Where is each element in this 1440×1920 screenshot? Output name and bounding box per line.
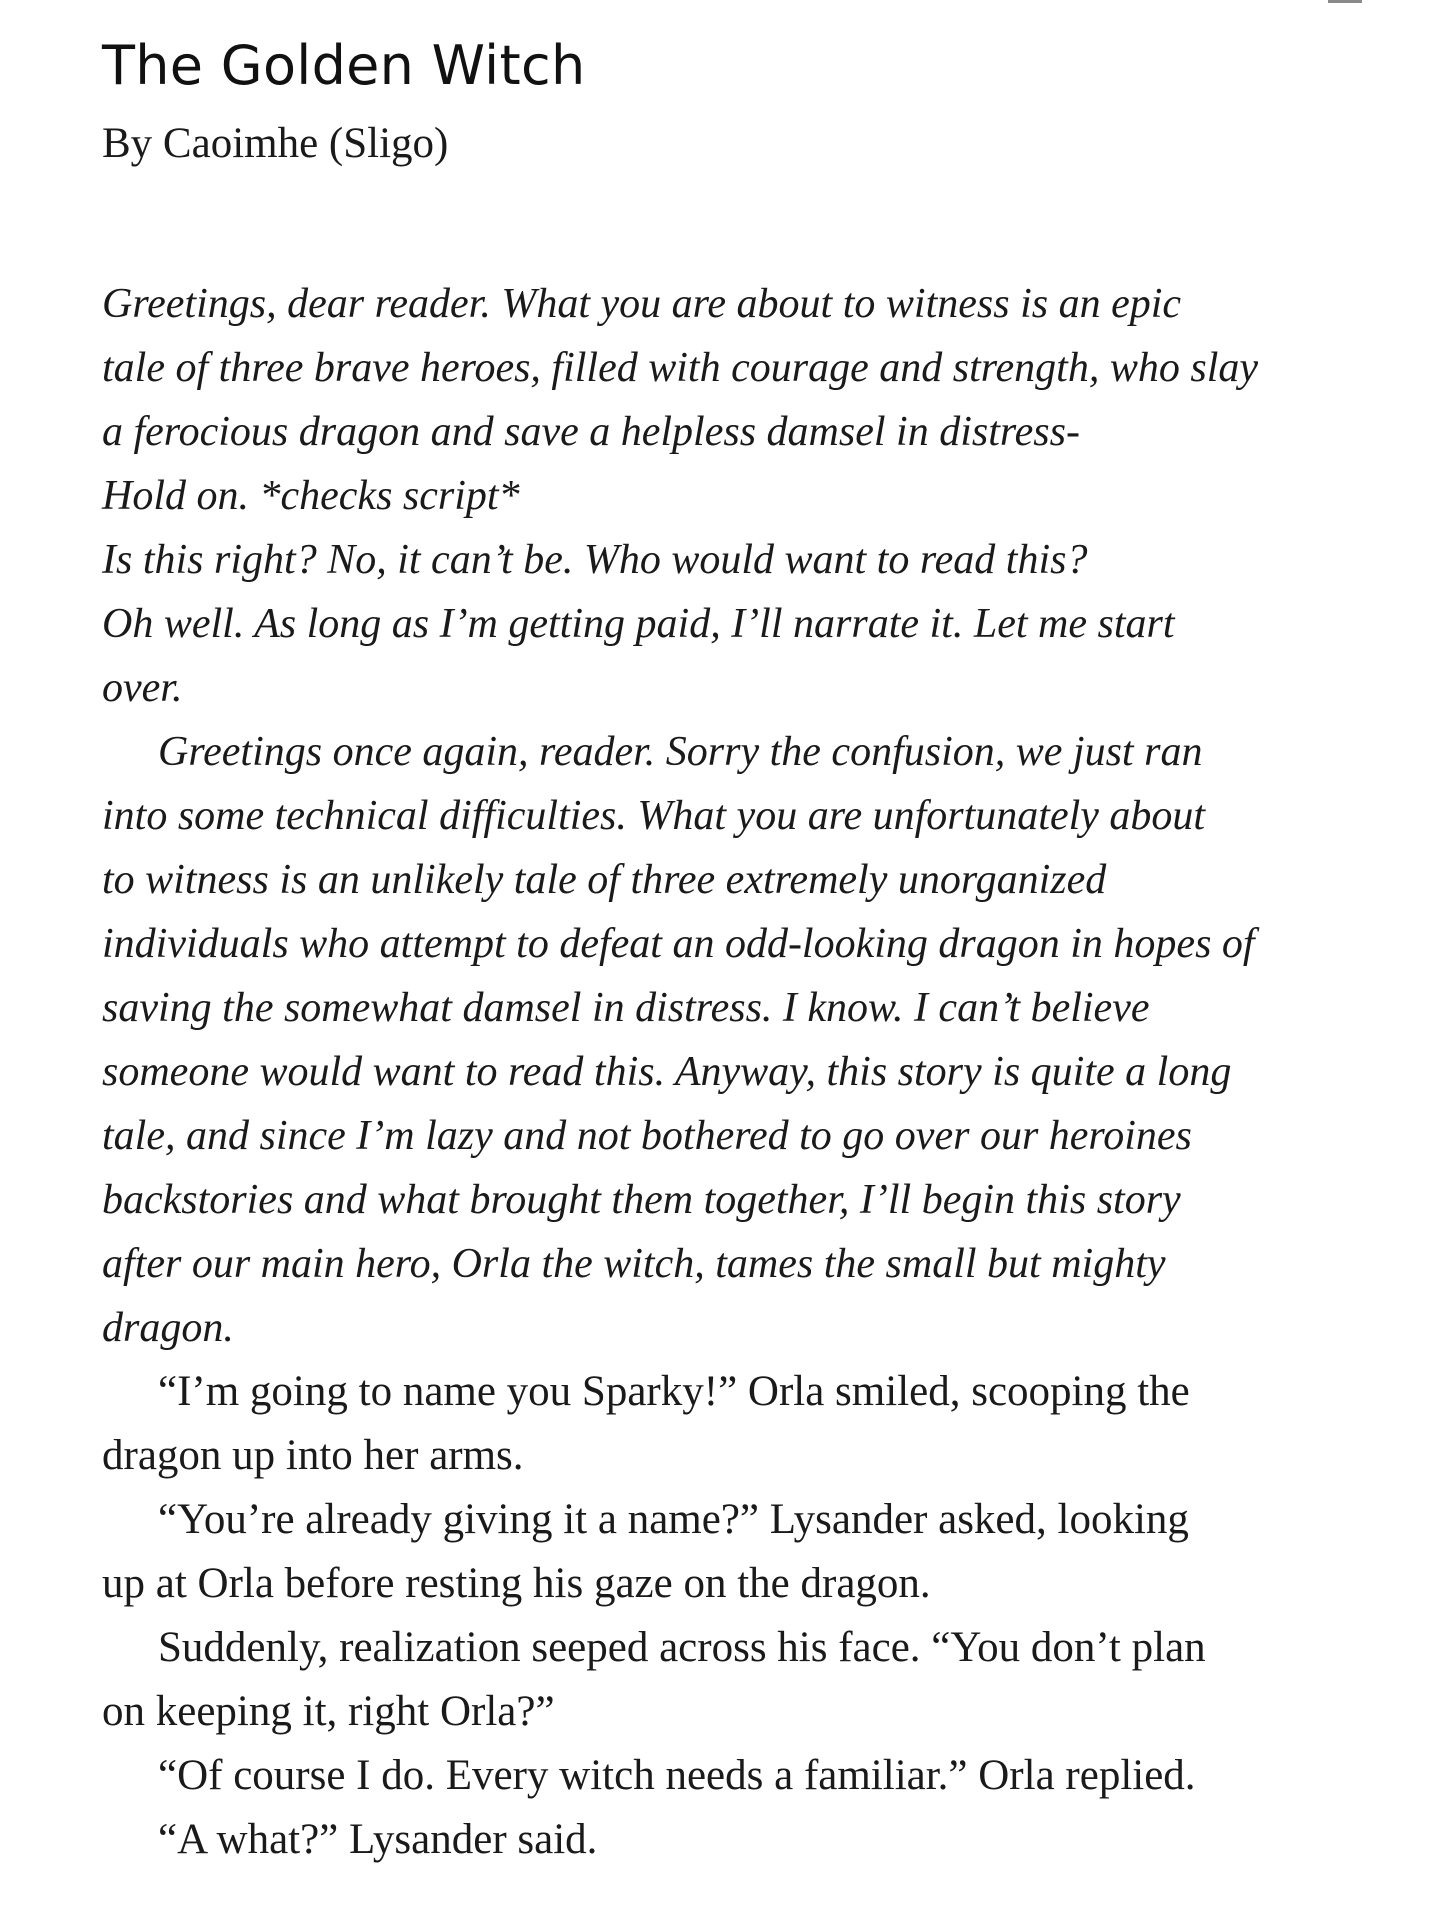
text-line: after our main hero, Orla the witch, tames the small but mighty [102, 1241, 1166, 1287]
text-line: on keeping it, right Orla?” [102, 1688, 555, 1735]
text-line: “I’m going to name you Sparky!” Orla smiled, scooping the [158, 1368, 1190, 1415]
text-line: Oh well. As long as I’m getting paid, I’ll narrate it. Let me start [102, 601, 1175, 647]
text-line: someone would want to read this. Anyway, this story is quite a long [102, 1049, 1232, 1095]
text-line: to witness is an unlikely tale of three extremely unorganized [102, 857, 1107, 903]
text-line: backstories and what brought them together, I’ll begin this story [102, 1177, 1181, 1223]
text-line: “A what?” Lysander said. [158, 1816, 598, 1863]
page-corner-mark [1328, 0, 1362, 3]
text-line: tale, and since I’m lazy and not bothered to go over our heroines [102, 1113, 1192, 1159]
text-line: dragon. [102, 1305, 234, 1351]
text-line: “You’re already giving it a name?” Lysander asked, looking [158, 1496, 1189, 1543]
text-line: Suddenly, realization seeped across his face. “You don’t plan [158, 1624, 1206, 1671]
text-line: Hold on. *checks script* [102, 473, 520, 519]
author-byline: By Caoimhe (Sligo) [102, 120, 449, 167]
narrator-intro [102, 272, 1360, 1872]
story-body [102, 1360, 1360, 1872]
text-line: “Of course I do. Every witch needs a familiar.” Orla replied. [158, 1752, 1196, 1799]
text-line: up at Orla before resting his gaze on the dragon. [102, 1560, 931, 1607]
text-line: a ferocious dragon and save a helpless damsel in distress- [102, 409, 1080, 455]
text-line: Is this right? No, it can’t be. Who would want to read this? [102, 537, 1088, 583]
story-title: The Golden Witch [102, 34, 586, 97]
text-line: individuals who attempt to defeat an odd-looking dragon in hopes of [102, 921, 1255, 967]
text-line: Greetings, dear reader. What you are about to witness is an epic [102, 281, 1182, 327]
text-line: tale of three brave heroes, filled with courage and strength, who slay [102, 345, 1259, 391]
text-line: dragon up into her arms. [102, 1432, 524, 1479]
text-line: saving the somewhat damsel in distress. I know. I can’t believe [102, 985, 1150, 1031]
text-line: Greetings once again, reader. Sorry the confusion, we just ran [158, 729, 1203, 775]
text-line: over. [102, 665, 183, 711]
text-line: into some technical difficulties. What you are unfortunately about [102, 793, 1206, 839]
